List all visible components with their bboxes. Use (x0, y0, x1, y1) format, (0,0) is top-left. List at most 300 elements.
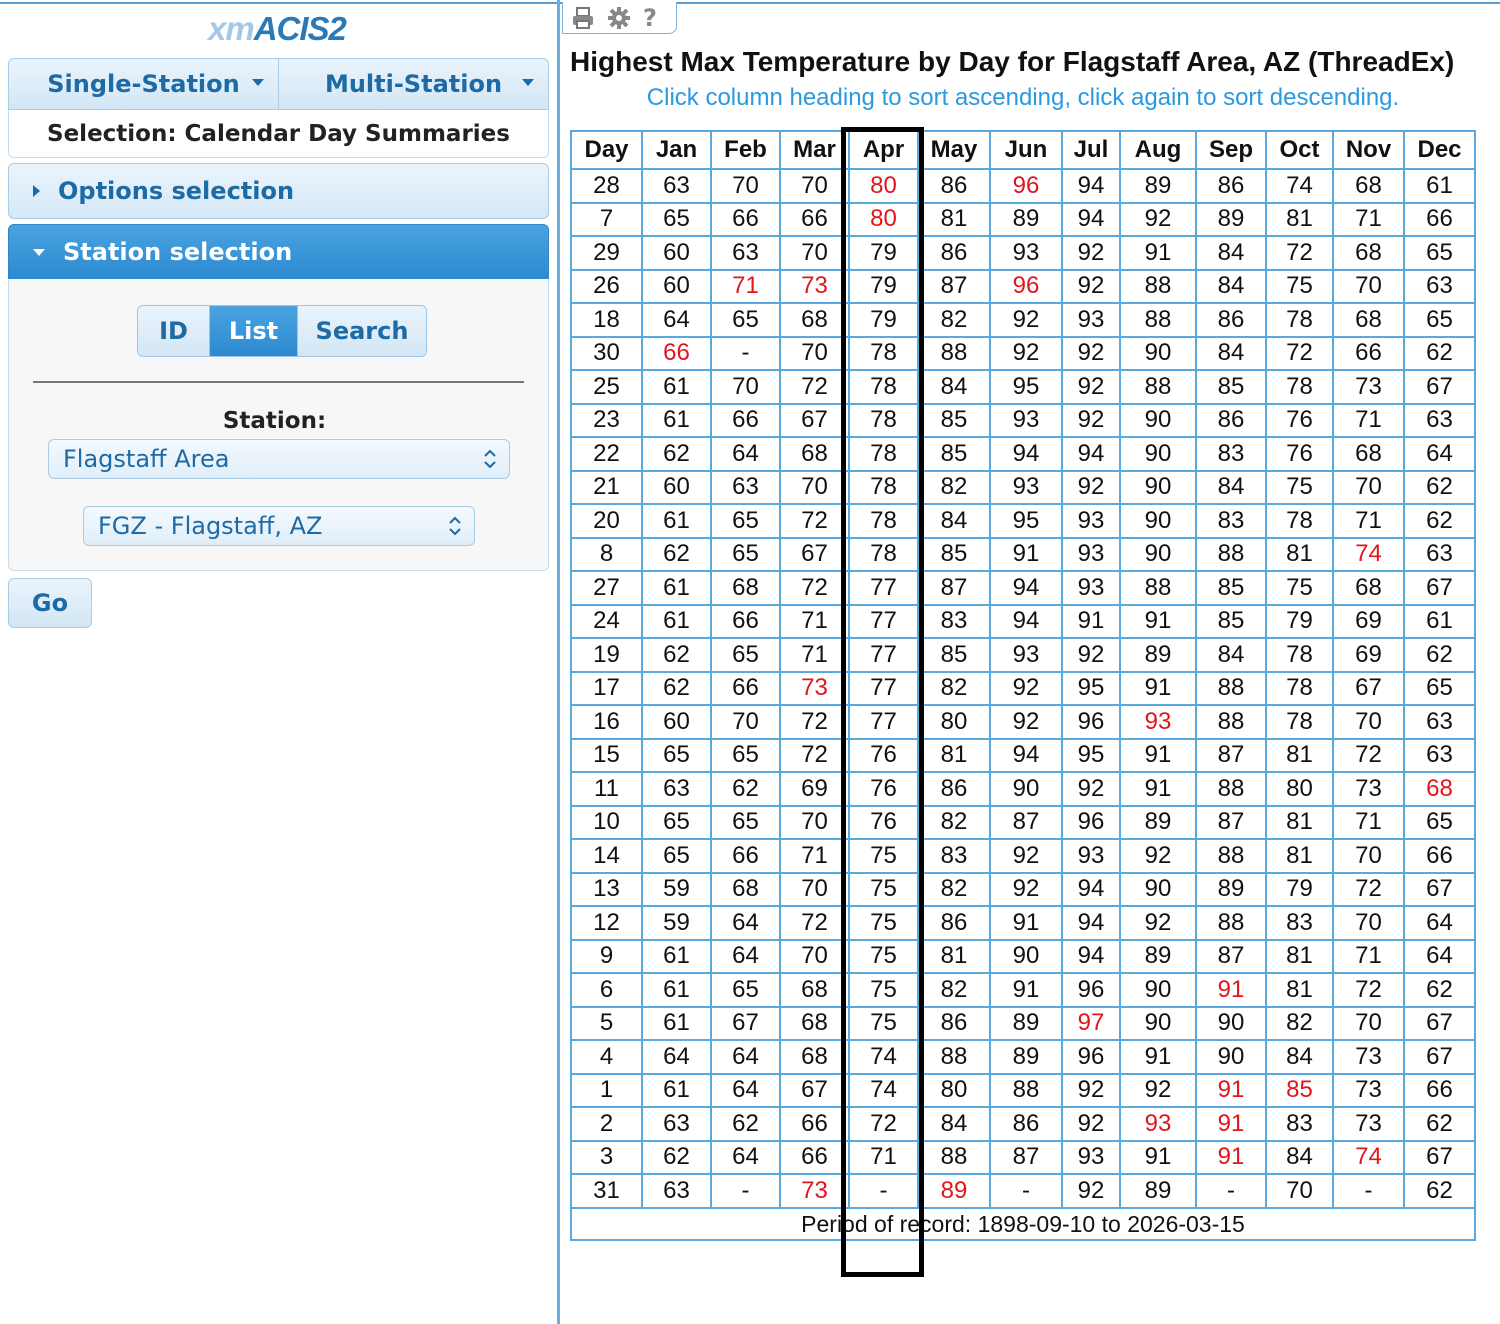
station-area-select[interactable] (48, 439, 510, 479)
temperature-cell: 65 (642, 739, 711, 773)
temperature-cell: 93 (1062, 504, 1120, 538)
temperature-cell: 62 (1404, 504, 1475, 538)
temperature-cell: 96 (1062, 806, 1120, 840)
table-row (571, 203, 1475, 237)
table-row (571, 504, 1475, 538)
temperature-cell: 70 (780, 471, 849, 505)
temperature-cell: 73 (1333, 1040, 1404, 1074)
temperature-cell: 66 (711, 404, 780, 438)
day-cell: 30 (571, 337, 642, 371)
table-row (571, 538, 1475, 572)
temperature-cell: 92 (1062, 236, 1120, 270)
tab-list[interactable]: List (210, 306, 298, 356)
temperature-cell: 72 (849, 1107, 918, 1141)
temperature-cell: 91 (1120, 1040, 1196, 1074)
temperature-cell: 88 (1196, 672, 1266, 706)
temperature-cell: 91 (1062, 605, 1120, 639)
temperature-cell: 63 (711, 471, 780, 505)
temperature-cell: 75 (849, 906, 918, 940)
temperature-cell: 88 (1196, 705, 1266, 739)
temperature-cell: 76 (1266, 437, 1333, 471)
options-selection-label: Options selection (58, 177, 295, 205)
temperature-cell: 85 (918, 437, 990, 471)
temperature-cell: 96 (990, 270, 1062, 304)
temperature-cell: 82 (918, 806, 990, 840)
temperature-cell: 91 (1120, 772, 1196, 806)
day-cell: 2 (571, 1107, 642, 1141)
temperature-cell: 94 (1062, 203, 1120, 237)
station-mode-tabs (137, 305, 427, 357)
temperature-cell: 67 (780, 538, 849, 572)
temperature-cell: 81 (1266, 203, 1333, 237)
temperature-cell: 68 (1333, 303, 1404, 337)
temperature-cell: 87 (1196, 739, 1266, 773)
column-header-jul[interactable]: Jul (1062, 131, 1120, 169)
day-cell: 15 (571, 739, 642, 773)
report-title: Highest Max Temperature by Day for Flagstaff Area, AZ (ThreadEx) (570, 46, 1455, 77)
temperature-cell: 64 (1404, 906, 1475, 940)
temperature-cell: 61 (1404, 605, 1475, 639)
temperature-cell: 96 (1062, 705, 1120, 739)
station-code-value: FGZ - Flagstaff, AZ (98, 512, 323, 540)
temperature-cell: 84 (918, 1107, 990, 1141)
temperature-cell: 62 (642, 638, 711, 672)
temperature-cell: 90 (1120, 1007, 1196, 1041)
temperature-cell: 71 (1333, 940, 1404, 974)
temperature-cell: 66 (1404, 1074, 1475, 1108)
temperature-cell: 87 (918, 571, 990, 605)
temperature-cell: 73 (1333, 370, 1404, 404)
temperature-cell: 83 (1266, 906, 1333, 940)
temperature-cell: 72 (780, 504, 849, 538)
multi-station-menu-label: Multi-Station (324, 70, 503, 98)
temperature-cell: 71 (780, 638, 849, 672)
temperature-cell: 92 (990, 337, 1062, 371)
temperature-cell: 96 (1062, 973, 1120, 1007)
temperature-cell: 90 (1120, 404, 1196, 438)
temperature-cell: 93 (1120, 705, 1196, 739)
temperature-cell: 79 (849, 270, 918, 304)
temperature-cell: 74 (849, 1040, 918, 1074)
temperature-cell: 72 (1333, 873, 1404, 907)
temperature-cell: 62 (642, 437, 711, 471)
temperature-cell: 89 (1120, 940, 1196, 974)
go-button[interactable]: Go (8, 578, 92, 628)
temperature-cell: 61 (1404, 169, 1475, 203)
station-area-value: Flagstaff Area (63, 445, 230, 473)
temperature-cell: 73 (1333, 1107, 1404, 1141)
temperature-cell: 82 (918, 471, 990, 505)
station-code-select[interactable] (83, 506, 475, 546)
temperature-cell: 92 (1120, 906, 1196, 940)
temperature-cell: 91 (1196, 1074, 1266, 1108)
station-selection-header[interactable] (8, 224, 549, 280)
temperature-cell: 66 (642, 337, 711, 371)
temperature-cell: 64 (711, 906, 780, 940)
temperature-cell: 78 (1266, 303, 1333, 337)
column-header-jun[interactable]: Jun (990, 131, 1062, 169)
temperature-cell: 65 (711, 739, 780, 773)
temperature-cell: 70 (1333, 471, 1404, 505)
temperature-cell: 91 (1120, 672, 1196, 706)
temperature-cell: 59 (642, 906, 711, 940)
temperature-cell: 70 (1333, 705, 1404, 739)
table-row (571, 873, 1475, 907)
day-cell: 5 (571, 1007, 642, 1041)
temperature-cell: 83 (1196, 504, 1266, 538)
temperature-cell: 88 (918, 337, 990, 371)
day-cell: 25 (571, 370, 642, 404)
temperature-cell: 93 (1120, 1107, 1196, 1141)
tab-id[interactable]: ID (138, 306, 210, 356)
report-subtitle: Click column heading to sort ascending, click again to sort descending. (646, 84, 1400, 111)
temperature-cell: 67 (780, 1074, 849, 1108)
temperature-cell: 96 (1062, 1040, 1120, 1074)
day-cell: 12 (571, 906, 642, 940)
temperature-cell: 72 (1333, 973, 1404, 1007)
temperature-cell: 88 (1120, 270, 1196, 304)
temperature-cell: 64 (711, 1141, 780, 1175)
temperature-cell: 71 (780, 605, 849, 639)
temperature-cell: 85 (918, 538, 990, 572)
help-icon[interactable]: ? (643, 3, 657, 32)
temperature-cell: 88 (1196, 538, 1266, 572)
column-header-may[interactable]: May (918, 131, 990, 169)
temperature-cell: 61 (642, 571, 711, 605)
day-cell: 27 (571, 571, 642, 605)
temperature-cell: 73 (780, 270, 849, 304)
table-row (571, 672, 1475, 706)
temperature-cell: 65 (711, 538, 780, 572)
temperature-cell: 84 (918, 370, 990, 404)
temperature-cell: 70 (780, 873, 849, 907)
temperature-cell: 77 (849, 605, 918, 639)
temperature-cell: 93 (990, 471, 1062, 505)
temperature-cell: 79 (849, 236, 918, 270)
temperature-cell: 91 (1120, 236, 1196, 270)
temperature-cell: 83 (1196, 437, 1266, 471)
temperature-cell: 88 (1120, 370, 1196, 404)
temperature-cell: 89 (1120, 169, 1196, 203)
temperature-cell: 61 (642, 605, 711, 639)
temperature-cell: 73 (1333, 1074, 1404, 1108)
temperature-cell: 83 (918, 605, 990, 639)
temperature-cell: 90 (990, 940, 1062, 974)
temperature-cell: 67 (1404, 1040, 1475, 1074)
report-toolbar (562, 2, 677, 34)
column-header-feb[interactable]: Feb (711, 131, 780, 169)
temperature-cell: 92 (990, 672, 1062, 706)
temperature-cell: 67 (780, 404, 849, 438)
temperature-cell: 72 (1266, 337, 1333, 371)
temperature-cell: - (1333, 1174, 1404, 1208)
table-row (571, 638, 1475, 672)
temperature-cell: 63 (642, 1107, 711, 1141)
temperature-cell: 72 (780, 370, 849, 404)
temperature-cell: 59 (642, 873, 711, 907)
temperature-cell: 85 (1196, 605, 1266, 639)
temperature-cell: 63 (1404, 538, 1475, 572)
temperature-cell: 92 (1120, 839, 1196, 873)
temperature-cell: 70 (780, 940, 849, 974)
temperature-cell: 90 (1196, 1040, 1266, 1074)
table-row (571, 973, 1475, 1007)
panel-divider[interactable] (557, 0, 560, 1324)
temperature-cell: 89 (1196, 203, 1266, 237)
temperature-cell: 73 (1333, 772, 1404, 806)
temperature-cell: 91 (990, 538, 1062, 572)
temperature-cell: 75 (849, 973, 918, 1007)
table-row (571, 236, 1475, 270)
temperature-cell: 83 (918, 839, 990, 873)
temperature-cell: 94 (990, 437, 1062, 471)
temperature-cell: 63 (1404, 270, 1475, 304)
gear-icon[interactable] (607, 6, 631, 30)
product-menubar (8, 58, 549, 110)
temperature-cell: 68 (780, 437, 849, 471)
temperature-cell: 67 (1333, 672, 1404, 706)
temperature-cell: 92 (1062, 270, 1120, 304)
temperature-cell: 74 (1266, 169, 1333, 203)
temperature-cell: 89 (990, 203, 1062, 237)
temperature-cell: 70 (1266, 1174, 1333, 1208)
temperature-cell: 92 (990, 839, 1062, 873)
temperature-cell: - (849, 1174, 918, 1208)
temperature-cell: 68 (1333, 437, 1404, 471)
temperature-cell: 90 (1120, 337, 1196, 371)
temperature-cell: 78 (1266, 638, 1333, 672)
day-cell: 3 (571, 1141, 642, 1175)
temperature-cell: 81 (1266, 806, 1333, 840)
table-row (571, 404, 1475, 438)
temperature-cell: 91 (990, 973, 1062, 1007)
temperature-cell: 66 (711, 605, 780, 639)
temperature-cell: 87 (990, 806, 1062, 840)
temperature-cell: 75 (849, 940, 918, 974)
temperature-cell: 84 (918, 504, 990, 538)
temperature-cell: 94 (990, 739, 1062, 773)
column-header-sep[interactable]: Sep (1196, 131, 1266, 169)
temperature-cell: 88 (1196, 839, 1266, 873)
temperature-cell: 70 (780, 337, 849, 371)
temperature-cell: 75 (1266, 270, 1333, 304)
station-label: Station: (222, 408, 327, 434)
temperature-cell: 75 (1266, 471, 1333, 505)
temperature-cell: 77 (849, 638, 918, 672)
column-header-apr[interactable]: Apr (849, 131, 918, 169)
table-row (571, 270, 1475, 304)
table-header-row (571, 131, 1475, 169)
temperature-cell: 84 (1196, 270, 1266, 304)
multi-station-menu[interactable] (279, 59, 548, 109)
temperature-cell: 68 (1333, 571, 1404, 605)
temperature-cell: 62 (1404, 471, 1475, 505)
temperature-cell: 62 (711, 772, 780, 806)
temperature-cell: 81 (1266, 538, 1333, 572)
day-cell: 10 (571, 806, 642, 840)
temperature-cell: 90 (1120, 873, 1196, 907)
table-row (571, 571, 1475, 605)
temperature-cell: 92 (1062, 471, 1120, 505)
temperature-cell: 93 (1062, 303, 1120, 337)
temperature-cell: 70 (711, 169, 780, 203)
day-cell: 18 (571, 303, 642, 337)
options-selection-header[interactable] (8, 163, 549, 219)
temperature-cell: 84 (1196, 236, 1266, 270)
temperature-cell: 60 (642, 471, 711, 505)
temperature-cell: 90 (1120, 437, 1196, 471)
temperature-cell: 71 (1333, 806, 1404, 840)
temperature-cell: 62 (1404, 638, 1475, 672)
day-cell: 1 (571, 1074, 642, 1108)
temperature-cell: 71 (711, 270, 780, 304)
temperature-cell: 63 (711, 236, 780, 270)
temperature-cell: 64 (711, 1040, 780, 1074)
temperature-cell: 78 (1266, 705, 1333, 739)
day-cell: 23 (571, 404, 642, 438)
table-row (571, 471, 1475, 505)
temperature-cell: 62 (642, 1141, 711, 1175)
temperature-cell: 91 (1196, 1107, 1266, 1141)
temperature-cell: 70 (780, 236, 849, 270)
temperature-cell: 66 (780, 1107, 849, 1141)
temperature-cell: 89 (1120, 806, 1196, 840)
collapse-triangle-icon (33, 249, 45, 256)
temperature-cell: 65 (642, 839, 711, 873)
temperature-cell: 66 (711, 672, 780, 706)
temperature-cell: 90 (1120, 973, 1196, 1007)
temperature-cell: 68 (780, 303, 849, 337)
temperature-cell: 68 (1333, 169, 1404, 203)
temperature-cell: 68 (1404, 772, 1475, 806)
temperature-cell: 85 (918, 638, 990, 672)
temperature-cell: 82 (918, 672, 990, 706)
select-arrows-icon (448, 515, 462, 537)
day-cell: 7 (571, 203, 642, 237)
temperature-cell: 92 (1062, 638, 1120, 672)
temperature-cell: 92 (1062, 370, 1120, 404)
temperature-cell: 87 (1196, 940, 1266, 974)
temperature-cell: 90 (1120, 538, 1196, 572)
temperature-cell: 65 (1404, 806, 1475, 840)
day-cell: 14 (571, 839, 642, 873)
expand-triangle-icon (33, 185, 40, 197)
table-row (571, 772, 1475, 806)
day-cell: 9 (571, 940, 642, 974)
table-row (571, 1074, 1475, 1108)
column-header-aug[interactable]: Aug (1120, 131, 1196, 169)
temperature-cell: 93 (990, 638, 1062, 672)
tab-search[interactable]: Search (298, 306, 426, 356)
temperature-cell: 65 (1404, 672, 1475, 706)
temperature-cell: 86 (918, 169, 990, 203)
temperature-cell: 61 (642, 370, 711, 404)
day-cell: 4 (571, 1040, 642, 1074)
day-cell: 22 (571, 437, 642, 471)
temperature-cell: 72 (780, 571, 849, 605)
temperature-cell: 73 (780, 672, 849, 706)
temperature-cell: 65 (711, 638, 780, 672)
temperature-cell: 92 (990, 873, 1062, 907)
temperature-cell: 78 (849, 437, 918, 471)
temperature-cell: 93 (1062, 839, 1120, 873)
temperature-cell: 70 (1333, 906, 1404, 940)
temperature-cell: 89 (1120, 1174, 1196, 1208)
temperature-cell: 84 (1196, 471, 1266, 505)
temperature-cell: 64 (642, 303, 711, 337)
temperature-cell: 75 (849, 839, 918, 873)
column-header-nov[interactable]: Nov (1333, 131, 1404, 169)
table-row (571, 169, 1475, 203)
table-row (571, 1040, 1475, 1074)
column-header-dec[interactable]: Dec (1404, 131, 1475, 169)
temperature-cell: 78 (849, 370, 918, 404)
temperature-cell: 92 (1062, 337, 1120, 371)
temperature-cell: 69 (1333, 638, 1404, 672)
temperature-cell: 91 (1120, 739, 1196, 773)
table-row (571, 806, 1475, 840)
column-header-jan[interactable]: Jan (642, 131, 711, 169)
temperature-cell: 85 (1196, 370, 1266, 404)
temperature-cell: 94 (1062, 437, 1120, 471)
temperature-cell: 66 (1333, 337, 1404, 371)
temperature-cell: 85 (1266, 1074, 1333, 1108)
temperature-cell: 86 (1196, 169, 1266, 203)
temperature-cell: 89 (918, 1174, 990, 1208)
temperature-cell: 94 (1062, 906, 1120, 940)
temperature-cell: 82 (918, 303, 990, 337)
temperature-cell: 61 (642, 1074, 711, 1108)
temperature-cell: 89 (1120, 638, 1196, 672)
column-header-day[interactable]: Day (571, 131, 642, 169)
temperature-cell: 93 (990, 404, 1062, 438)
temperature-cell: 63 (642, 169, 711, 203)
temperature-cell: 65 (1404, 236, 1475, 270)
day-cell: 21 (571, 471, 642, 505)
temperature-cell: 64 (711, 1074, 780, 1108)
temperature-cell: 66 (1404, 839, 1475, 873)
temperature-cell: 64 (711, 940, 780, 974)
temperature-cell: 77 (849, 571, 918, 605)
column-header-oct[interactable]: Oct (1266, 131, 1333, 169)
temperature-cell: 86 (990, 1107, 1062, 1141)
temperature-cell: 66 (1404, 203, 1475, 237)
temperature-cell: 62 (1404, 1107, 1475, 1141)
temperature-cell: 90 (1196, 1007, 1266, 1041)
column-header-mar[interactable]: Mar (780, 131, 849, 169)
temperature-cell: 68 (780, 1040, 849, 1074)
temperature-cell: 68 (711, 571, 780, 605)
temperature-cell: 72 (1266, 236, 1333, 270)
temperature-cell: 70 (1333, 270, 1404, 304)
temperature-cell: 67 (711, 1007, 780, 1041)
temperature-cell: 63 (642, 772, 711, 806)
temperature-cell: 95 (1062, 739, 1120, 773)
temperature-cell: 82 (1266, 1007, 1333, 1041)
temperature-cell: 88 (990, 1074, 1062, 1108)
temperature-cell: 87 (1196, 806, 1266, 840)
temperature-cell: 75 (849, 873, 918, 907)
temperature-cell: 61 (642, 973, 711, 1007)
print-icon[interactable] (571, 6, 595, 30)
period-of-record: Period of record: 1898-09-10 to 2026-03-15 (571, 1208, 1475, 1240)
temperature-cell: 89 (990, 1040, 1062, 1074)
temperature-cell: 80 (918, 705, 990, 739)
temperature-cell: 64 (642, 1040, 711, 1074)
single-station-menu[interactable] (9, 59, 279, 109)
temperature-cell: 61 (642, 504, 711, 538)
temperature-cell: - (990, 1174, 1062, 1208)
